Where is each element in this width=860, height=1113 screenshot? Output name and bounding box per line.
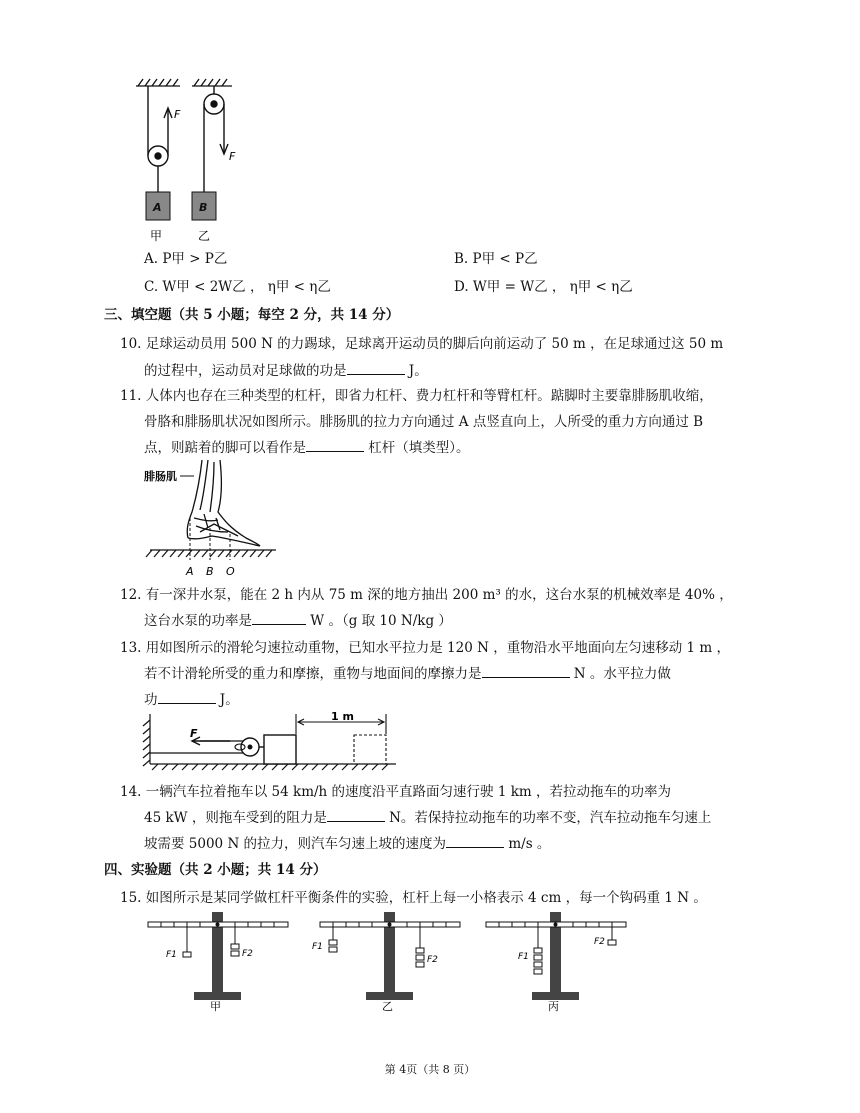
block-b-label: B [199, 201, 208, 214]
foot-figure [130, 458, 280, 580]
ceiling-right [192, 79, 232, 86]
f2-label: F2 [427, 955, 438, 965]
q9-option-a: A. P甲 > P乙 [144, 251, 228, 267]
floor [150, 764, 396, 770]
f1-label: F1 [166, 950, 177, 960]
q11-text-a: 点，则踮着的脚可以看作是 [144, 440, 306, 456]
q14-text-c: 坡需要 5000 N 的拉力，则汽车匀速上坡的速度为 [144, 836, 447, 852]
q13-text-d: J。 [215, 692, 239, 708]
q10-text-a: 的过程中，运动员对足球做的功是 [144, 363, 347, 379]
q11-line1: 11. 人体内也存在三种类型的杠杆，即省力杠杆、费力杠杆和等臂杠杆。踮脚时主要靠腓肠肌收缩， [120, 388, 713, 404]
q10-text-b: J。 [404, 363, 428, 379]
q14-line2 [144, 806, 711, 826]
q11-line3 [144, 436, 470, 456]
q9-option-c: C. W甲 < 2W乙 ， η甲 < η乙 [144, 279, 331, 295]
q15-line1: 15. 如图所示是某同学做杠杆平衡条件的实验，杠杆上每一小格表示 4 cm ，每一个钩码重 1 N 。 [120, 890, 707, 906]
q14-line1: 14. 一辆汽车拉着拖车以 54 km/h 的速度沿平直路面匀速行驶 1 km ，若拉动拖车的功率为 [120, 784, 671, 800]
q12-text-a: 这台水泵的功率是 [144, 613, 252, 629]
q10-line2 [144, 359, 428, 379]
force-label-yi: F [229, 150, 236, 163]
f2-label: F2 [594, 937, 605, 947]
q13-text-b: N 。水平拉力做 [569, 666, 671, 682]
f1-label: F1 [312, 942, 323, 952]
q14-text-b: N。若保持拉动拖车的功率不变，汽车拉动拖车匀速上 [384, 810, 712, 826]
lever-figure-bing [484, 910, 629, 1012]
q14-speed-blank[interactable] [446, 833, 504, 848]
lever-label-bing: 丙 [548, 1000, 559, 1013]
q14-text-d: m/s 。 [504, 836, 551, 852]
distance-label: 1 m [331, 710, 354, 723]
section-3-title: 三、填空题（共 5 小题；每空 2 分，共 14 分） [104, 307, 400, 323]
q14-line3 [144, 832, 550, 852]
q13-line2 [144, 662, 671, 682]
point-o: O [226, 565, 235, 578]
f2-label: F2 [242, 949, 253, 959]
q9-option-b: B. P甲 < P乙 [454, 251, 538, 267]
q13-work-blank[interactable] [158, 689, 216, 704]
horizontal-force-label: F [190, 727, 198, 740]
wall [143, 714, 150, 766]
q12-line2 [144, 609, 452, 629]
block-a-label: A [153, 201, 162, 214]
q13-text-c: 功 [144, 692, 158, 708]
fixed-pulley [204, 86, 228, 192]
q11-line2: 骨胳和腓肠肌状况如图所示。腓肠肌的拉力方向通过 A 点竖直向上，人所受的重力方向通过 B [144, 414, 704, 430]
point-a: A [186, 565, 194, 578]
q13-line3 [144, 688, 239, 708]
pulley-figure [128, 78, 238, 248]
q12-line1: 12. 有一深井水泵，能在 2 h 内从 75 m 深的地方抽出 200 m³ 的水，这台水泵的机械效率是 40% ， [120, 587, 733, 603]
lever-label-jia: 甲 [210, 1000, 221, 1013]
ceiling-left [136, 79, 180, 86]
q11-answer-blank[interactable] [306, 437, 364, 452]
q13-friction-blank[interactable] [482, 663, 570, 678]
force-arrow [192, 737, 230, 745]
muscle-label: 腓肠肌 [144, 470, 177, 483]
q13-text-a: 若不计滑轮所受的重力和摩擦，重物与地面间的摩擦力是 [144, 666, 482, 682]
q14-resistance-blank[interactable] [327, 807, 385, 822]
page-footer: 第 4页（共 8 页） [384, 1063, 476, 1076]
point-b: B [206, 565, 214, 578]
f1-label: F1 [518, 952, 529, 962]
q10-line1: 10. 足球运动员用 500 N 的力踢球，足球离开运动员的脚后向前运动了 50 m ，在足球通过这 50 m [120, 336, 724, 352]
lever-figure-yi [312, 910, 463, 1013]
movable-pulley [148, 86, 172, 192]
force-label-jia: F [174, 108, 181, 121]
lever-figure-jia [146, 910, 291, 1012]
foot-sketch [187, 460, 260, 546]
pulley-label-jia: 甲 [150, 229, 163, 243]
q10-answer-blank[interactable] [347, 360, 405, 375]
horizontal-pulley-figure [140, 710, 400, 772]
heavy-block [264, 735, 296, 764]
block-final-position [354, 735, 386, 764]
ground [146, 550, 276, 557]
lever-label-yi: 乙 [382, 1000, 393, 1013]
q12-answer-blank[interactable] [252, 610, 306, 625]
q11-text-b: 杠杆（填类型）。 [364, 440, 470, 456]
q12-text-b: W 。（g 取 10 N/kg ） [306, 613, 452, 629]
q14-text-a: 45 kW ，则拖车受到的阻力是 [144, 810, 327, 826]
q9-option-d: D. W甲 = W乙 ， η甲 < η乙 [454, 279, 633, 295]
q13-line1: 13. 用如图所示的滑轮匀速拉动重物，已知水平拉力是 120 N ，重物沿水平地面向左匀速移动 1 m ， [120, 640, 730, 656]
pulley-label-yi: 乙 [198, 229, 211, 243]
section-4-title: 四、实验题（共 2 小题；共 14 分） [104, 862, 327, 878]
